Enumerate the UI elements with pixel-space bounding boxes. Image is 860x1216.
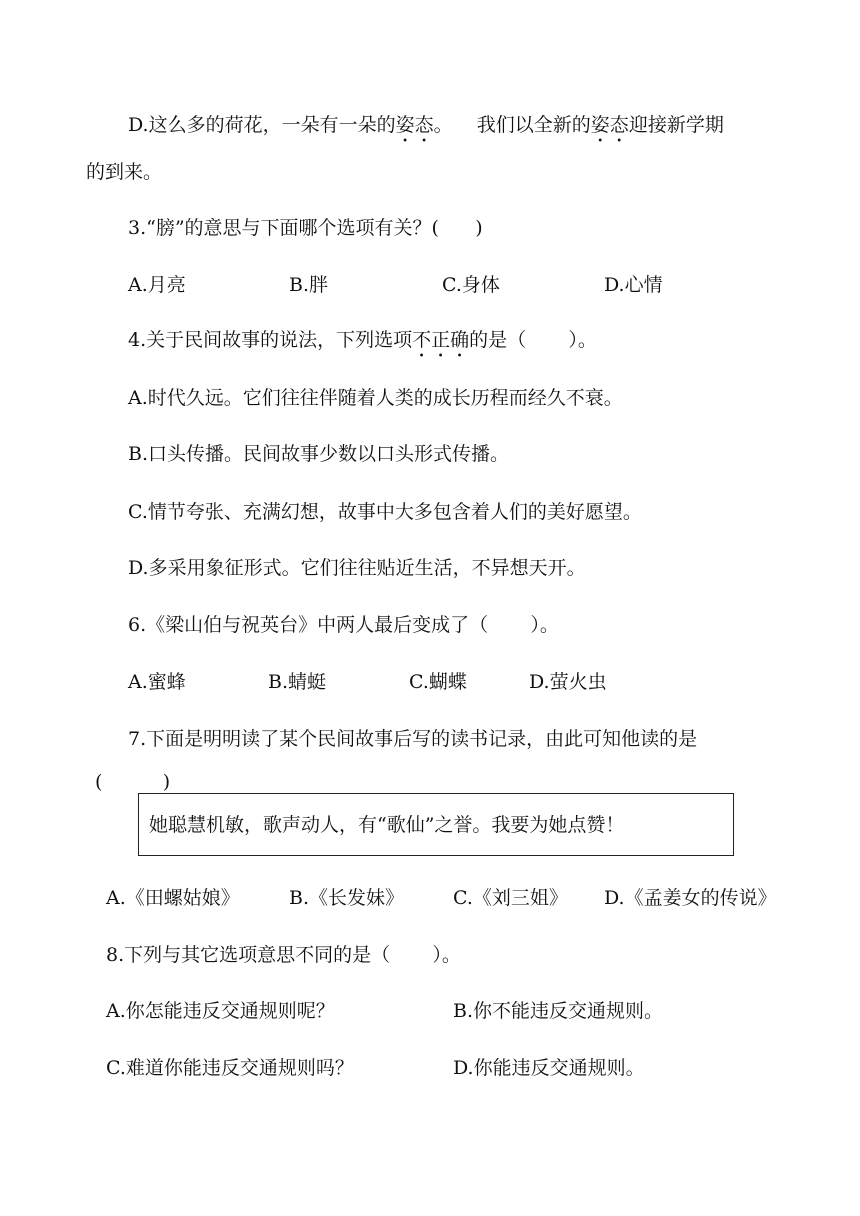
q8-option-b: B.你不能违反交通规则。 [453,1000,664,1022]
q6-option-c: C.蝴蝶 [409,671,467,693]
q4-stem-a: 4.关于民间故事的说法，下列选项 [128,329,413,351]
q4-stem [128,328,597,362]
q8-option-a: A.你怎能违反交通规则呢？ [106,1000,335,1022]
q6-option-b: B.蜻蜓 [268,671,327,693]
q4-stem-emphasis: 不正确 [412,329,470,351]
q2d-continuation: 的到来。 [86,161,163,183]
q8-option-c: C.难道你能违反交通规则吗？ [106,1057,354,1079]
q7-option-d: D.《孟姜女的传说》 [604,887,777,909]
q6-stem: 6.《梁山伯与祝英台》中两人最后变成了（ ）。 [128,614,559,636]
q2d-emphasis-2: 姿态 [590,114,629,136]
q8-stem: 8.下列与其它选项意思不同的是（ ）。 [106,944,461,966]
q3-option-a: A.月亮 [128,274,186,296]
q2-option-d [128,113,724,147]
q2d-emphasis-1: 姿态 [395,114,434,136]
reading-record-text: 她聪慧机敏，歌声动人，有“歌仙”之誉。我要为她点赞！ [149,814,625,836]
q4-option-b: B.口头传播。民间故事少数以口头形式传播。 [128,443,510,465]
q4-option-a: A.时代久远。它们往往伴随着人类的成长历程而经久不衰。 [128,387,623,409]
q3-option-b: B.胖 [289,274,329,296]
q2d-text-a: D.这么多的荷花，一朵有一朵的 [128,114,396,136]
q8-option-d: D.你能违反交通规则。 [453,1057,645,1079]
q3-stem: 3.“膀”的意思与下面哪个选项有关？( ) [128,217,483,239]
q7-option-b: B.《长发妹》 [289,887,405,909]
reading-record-box [138,793,734,856]
q7-blank: ( ) [95,771,171,793]
q3-option-c: C.身体 [442,274,500,296]
q2d-text-e: 迎接新学期 [628,114,724,136]
q3-option-d: D.心情 [604,274,663,296]
q4-option-c: C.情节夸张、充满幻想，故事中大多包含着人们的美好愿望。 [128,501,642,523]
q2d-text-c: 。 我们以全新的 [433,114,591,136]
q7-stem: 7.下面是明明读了某个民间故事后写的读书记录，由此可知他读的是 [128,728,698,750]
q4-stem-c: 的是（ ）。 [469,329,597,351]
q6-option-a: A.蜜蜂 [128,671,186,693]
q4-option-d: D.多采用象征形式。它们往往贴近生活，不异想天开。 [128,557,586,579]
q7-option-c: C.《刘三姐》 [453,887,568,909]
q7-option-a: A.《田螺姑娘》 [106,887,240,909]
q6-option-d: D.萤火虫 [529,671,607,693]
